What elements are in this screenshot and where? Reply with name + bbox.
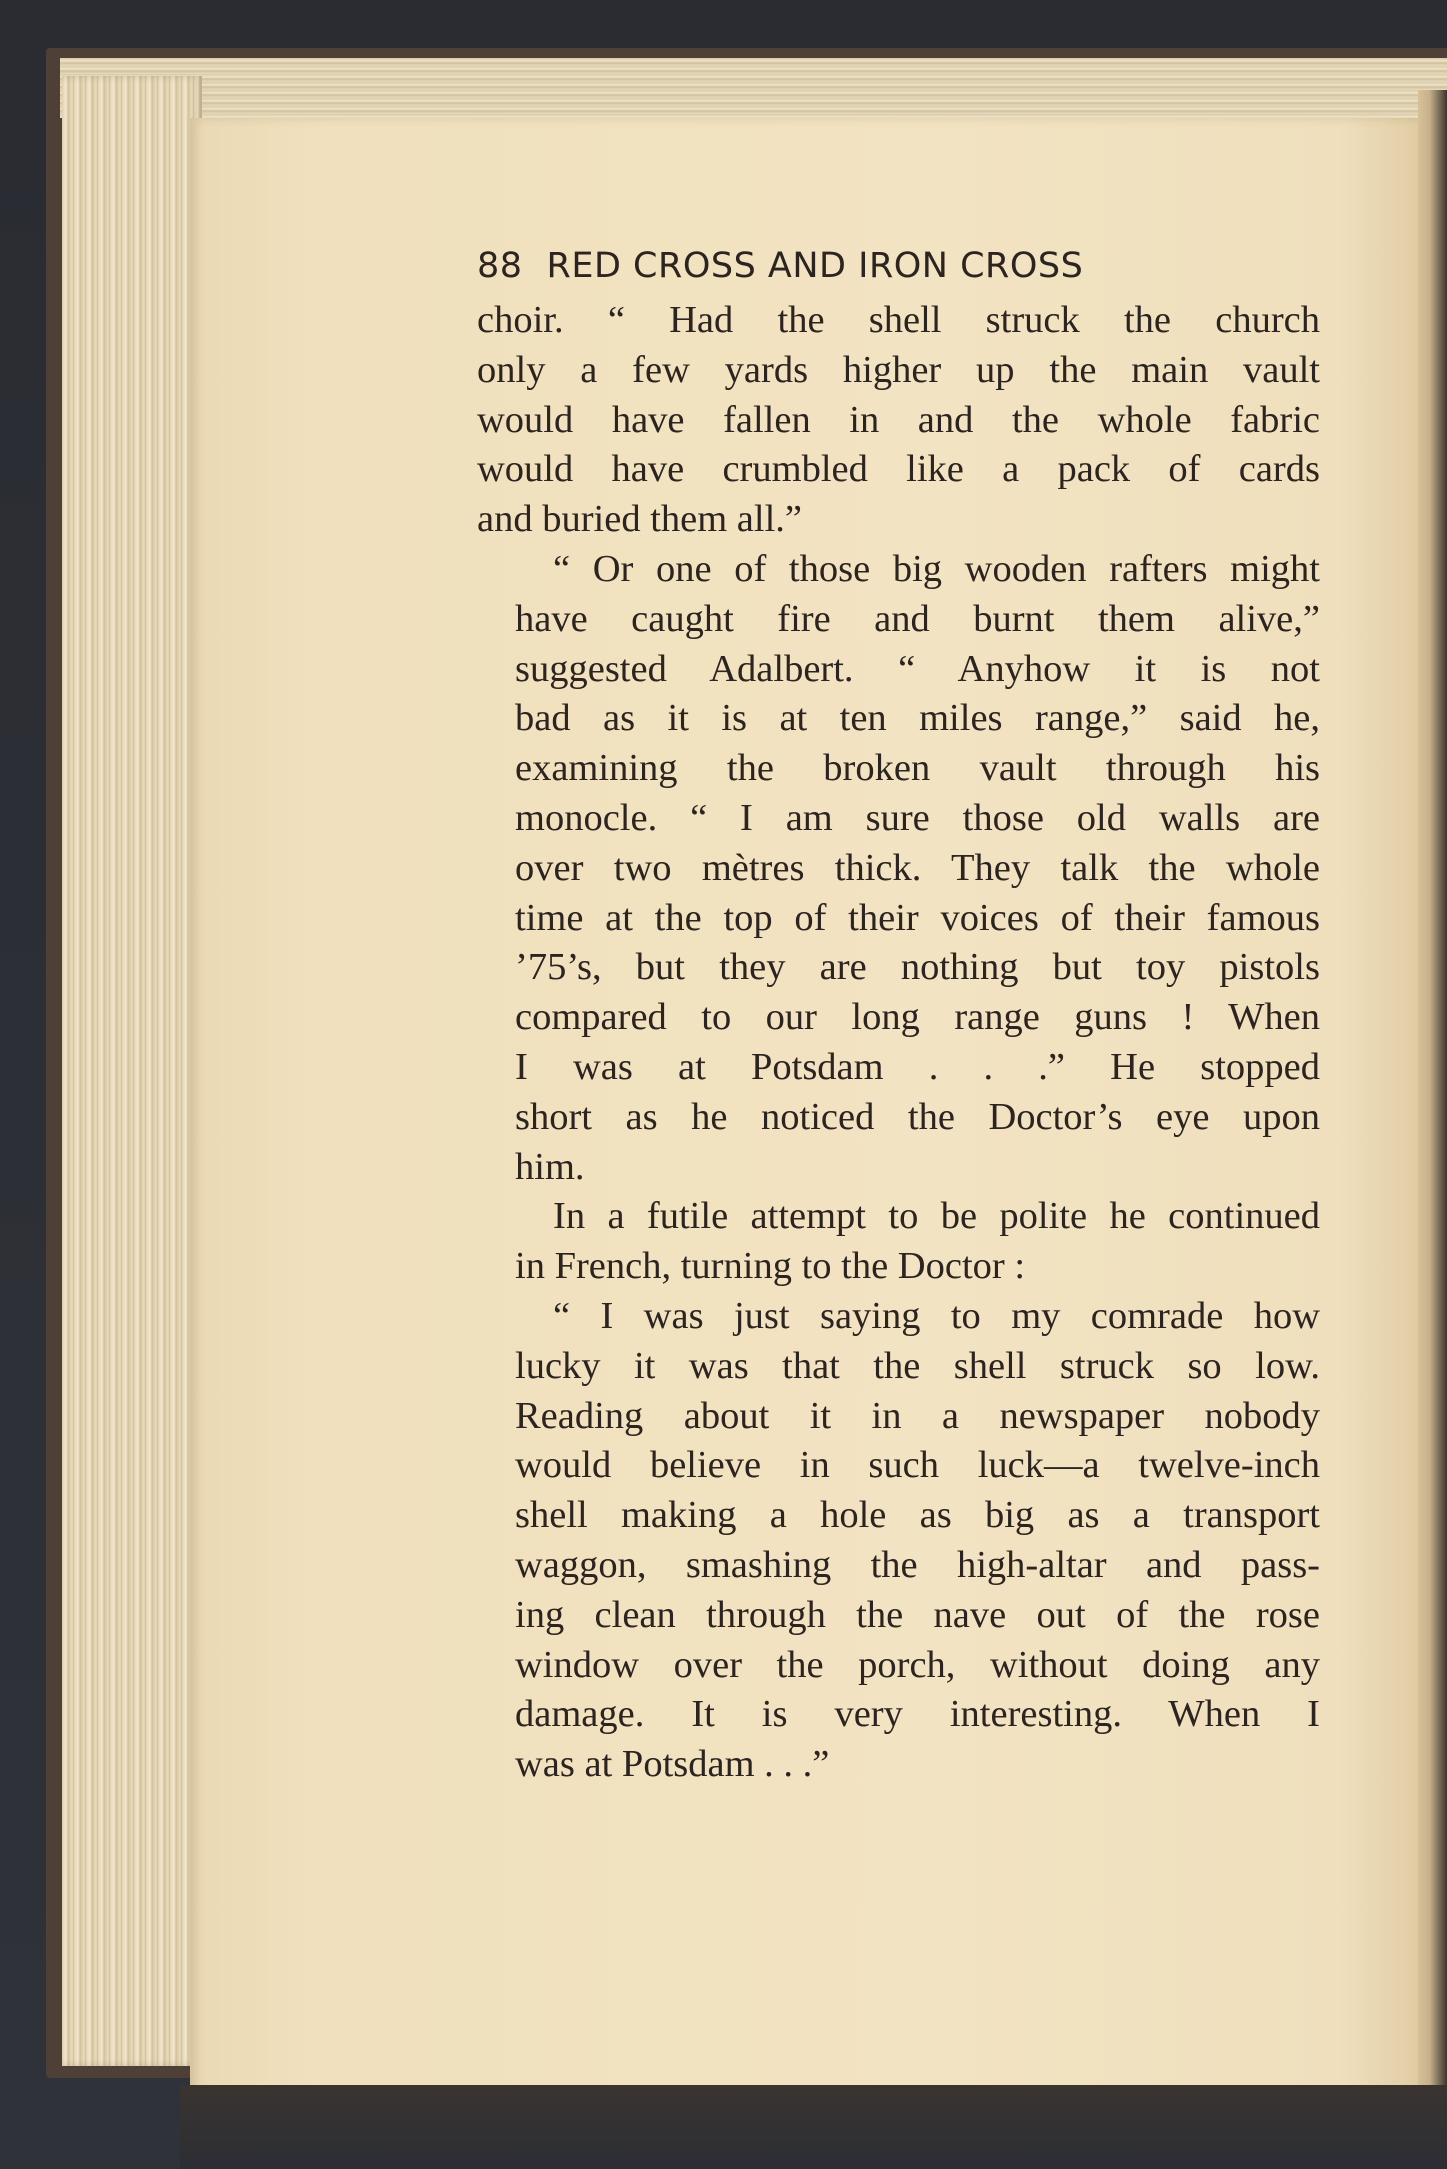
text-line: over two mètres thick. They talk the whole <box>515 846 1320 889</box>
text-line: waggon, smashing the high-altar and pass- <box>515 1543 1320 1586</box>
text-line: suggested Adalbert. “ Anyhow it is not <box>515 647 1320 690</box>
page-top-edges <box>60 58 1447 118</box>
text-line: bad as it is at ten miles range,” said he, <box>515 697 1320 740</box>
text-line: I was at Potsdam . . .” He stopped <box>515 1045 1320 1088</box>
text-line: only a few yards higher up the main vault <box>477 348 1320 391</box>
text-line: compared to our long range guns ! When <box>515 996 1320 1039</box>
text-line: choir. “ Had the shell struck the church <box>477 299 1320 341</box>
text-line: window over the porch, without doing any <box>515 1643 1320 1686</box>
text-line: “ I was just saying to my comrade how <box>553 1294 1320 1337</box>
text-line: “ Or one of those big wooden rafters might <box>553 547 1320 590</box>
text-line: have caught fire and burnt them alive,” <box>515 597 1320 640</box>
text-line: monocle. “ I am sure those old walls are <box>515 796 1320 839</box>
text-line: time at the top of their voices of their famous <box>515 896 1320 939</box>
paragraph <box>477 296 1320 545</box>
running-title: RED CROSS AND IRON CROSS <box>546 246 1084 286</box>
text-line: ing clean through the nave out of the rose <box>515 1593 1320 1636</box>
book-bottom-shadow <box>180 2085 1447 2169</box>
page-stack-edges <box>62 76 202 2066</box>
text-line: lucky it was that the shell struck so low. <box>515 1344 1320 1387</box>
paragraph <box>477 545 1320 1192</box>
text-line: in French, turning to the Doctor : <box>515 1245 1026 1288</box>
page-text <box>477 238 1320 1790</box>
text-line: would believe in such luck—a twelve-inch <box>515 1444 1320 1487</box>
text-line: examining the broken vault through his <box>515 747 1320 790</box>
text-line: would have crumbled like a pack of cards <box>477 448 1320 491</box>
text-line: shell making a hole as big as a transport <box>515 1494 1320 1537</box>
body-text <box>477 296 1320 1790</box>
page-number: 88 <box>477 246 523 286</box>
text-line: Reading about it in a newspaper nobody <box>515 1394 1320 1437</box>
text-line: short as he noticed the Doctor’s eye upon <box>515 1095 1320 1138</box>
text-line: damage. It is very interesting. When I <box>515 1693 1320 1736</box>
paragraph <box>477 1192 1320 1292</box>
text-line: In a futile attempt to be polite he continued <box>553 1195 1320 1238</box>
paragraph <box>477 1292 1320 1790</box>
text-line: was at Potsdam . . .” <box>515 1743 830 1786</box>
text-line: him. <box>515 1145 585 1188</box>
book-gutter <box>1418 90 1447 2169</box>
text-line: ’75’s, but they are nothing but toy pistols <box>515 946 1320 989</box>
running-head <box>477 238 1320 294</box>
text-line: would have fallen in and the whole fabric <box>477 398 1320 441</box>
text-line: and buried them all.” <box>477 498 802 541</box>
